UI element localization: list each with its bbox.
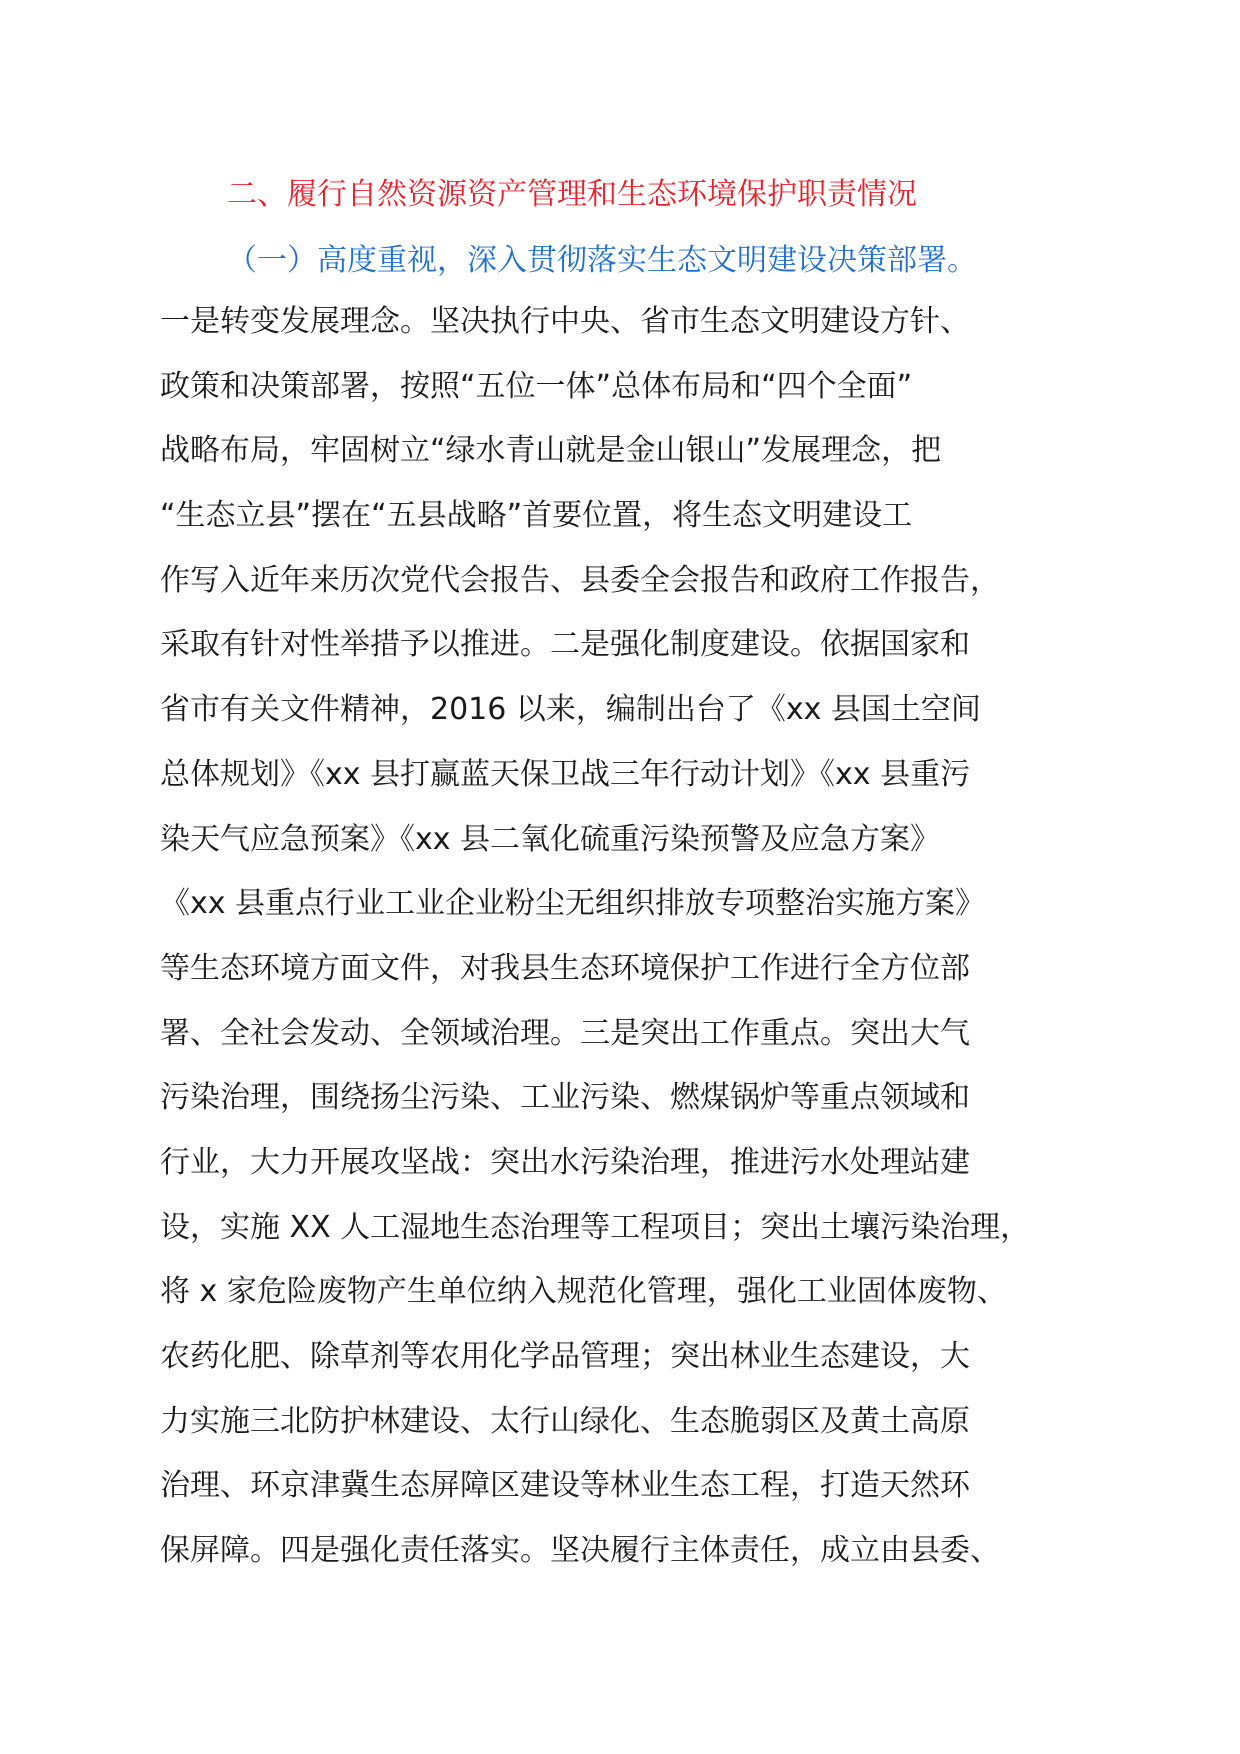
body-line: 设，实施 XX 人工湿地生态治理等工程项目；突出土壤污染治理，	[160, 1209, 1031, 1245]
body-paragraph	[160, 290, 1120, 1584]
body-line: 《xx 县重点行业工业企业粉尘无组织排放专项整治实施方案》	[160, 886, 986, 922]
body-line: 农药化肥、除草剂等农用化学品管理；突出林业生态建设，大	[160, 1339, 970, 1374]
body-line: 总体规划》《xx 县打赢蓝天保卫战三年行动计划》《xx 县重污	[160, 756, 971, 792]
body-line: 一是转变发展理念。坚决执行中央、省市生态文明建设方针、	[160, 304, 970, 339]
body-line: 等生态环境方面文件，对我县生态环境保护工作进行全方位部	[160, 950, 970, 986]
body-line: 保屏障。四是强化责任落实。坚决履行主体责任，成立由县委、	[160, 1533, 1000, 1569]
body-line: 染天气应急预案》《xx 县二氧化硫重污染预警及应急方案》	[160, 821, 941, 857]
body-line: 政策和决策部署，按照“五位一体”总体布局和“四个全面”	[160, 368, 913, 404]
body-line: 采取有针对性举措予以推进。二是强化制度建设。依据国家和	[160, 627, 970, 663]
body-line: 行业，大力开展攻坚战：突出水污染治理，推进污水处理站建	[160, 1144, 970, 1180]
body-line: 力实施三北防护林建设、太行山绿化、生态脆弱区及黄土高原	[160, 1403, 970, 1439]
body-line: 污染治理，围绕扬尘污染、工业污染、燃煤锅炉等重点领域和	[160, 1080, 970, 1116]
body-line: 战略布局，牢固树立“绿水青山就是金山银山”发展理念，把	[160, 433, 942, 469]
body-line: 省市有关文件精神，2016 以来，编制出台了《xx 县国土空间	[160, 692, 981, 728]
body-line: 作写入近年来历次党代会报告、县委全会报告和政府工作报告，	[160, 562, 1000, 598]
section-heading: 二、履行自然资源资产管理和生态环境保护职责情况	[227, 177, 917, 212]
body-line: 将 x 家危险废物产生单位纳入规范化管理，强化工业固体废物、	[160, 1274, 1007, 1310]
body-line: 治理、环京津冀生态屏障区建设等林业生态工程，打造天然环	[160, 1468, 970, 1504]
subsection-heading: （一）高度重视，深入贯彻落实生态文明建设决策部署。	[227, 243, 977, 278]
body-line: 署、全社会发动、全领域治理。三是突出工作重点。突出大气	[160, 1015, 970, 1051]
body-line: “生态立县”摆在“五县战略”首要位置，将生态文明建设工	[160, 498, 913, 534]
